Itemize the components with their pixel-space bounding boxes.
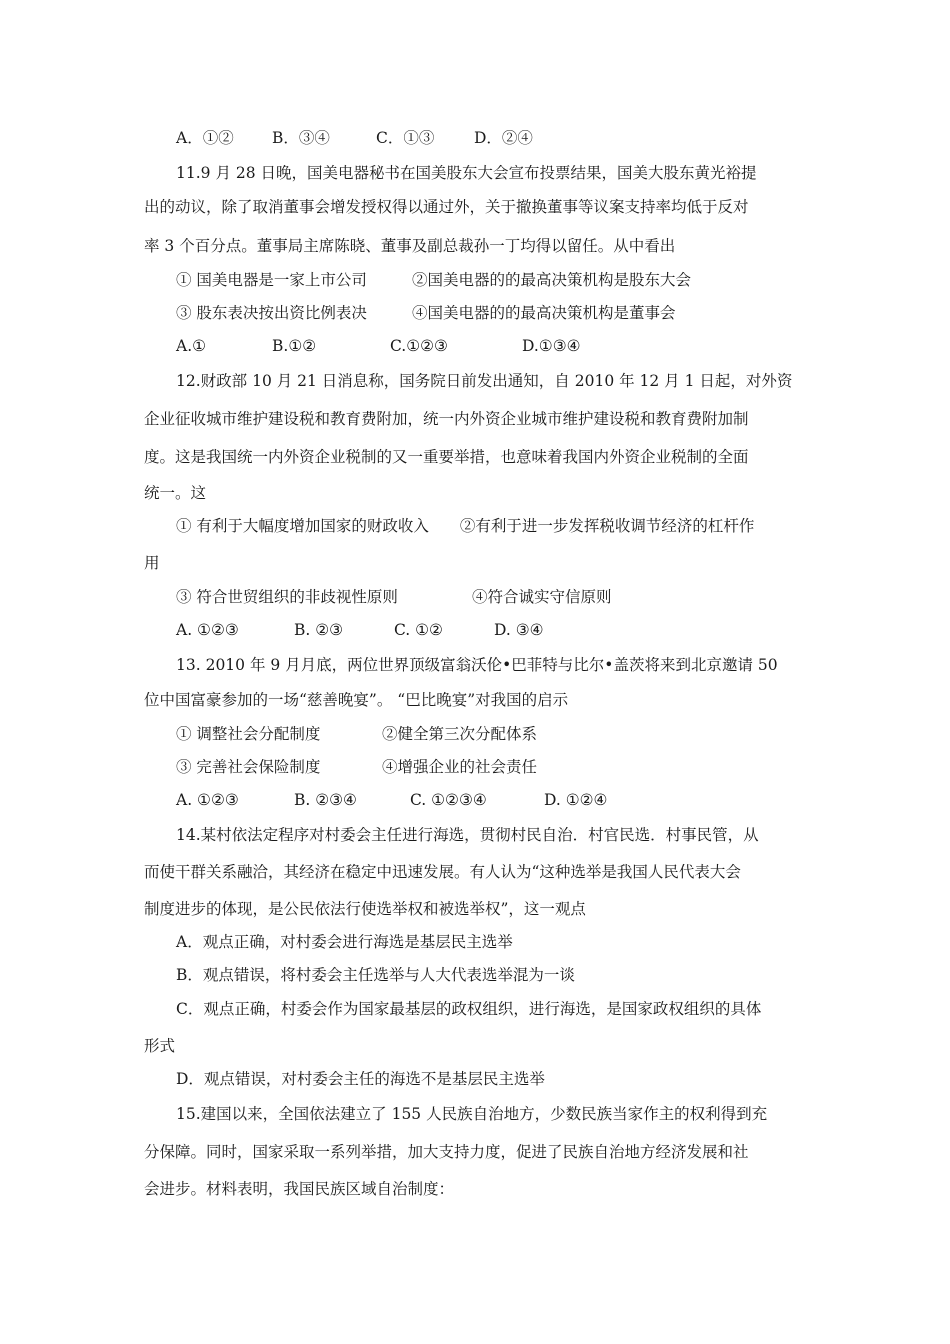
q11-stem-line-3: 率 3 个百分点。董事局主席陈晓、董事及副总裁孙一丁均得以留任。从中看出 [144,237,676,255]
q14-option-d: D．观点错误，对村委会主任的海选不是基层民主选举 [176,1070,545,1088]
q13-stem-line-1: 13. 2010 年 9 月月底，两位世界顶级富翁沃伦•巴菲特与比尔•盖茨将来到北京邀请 50 [176,656,778,674]
q11-item-1: ① 国美电器是一家上市公司 [176,271,367,289]
q11-options [176,336,581,356]
q14-option-c-cont: 形式 [144,1037,176,1055]
q12-stem-line-2: 企业征收城市维护建设税和教育费附加，统一内外资企业城市维护建设税和教育费附加制 [144,410,749,428]
q11-items-row-1 [176,270,691,290]
q11-items-row-2 [176,303,676,323]
q11-stem-line-1: 11.9 月 28 日晚，国美电器秘书在国美股东大会宣布投票结果，国美大股东黄光裕提 [176,164,757,182]
q13-options [176,790,607,810]
q12-option-d: D. ③④ [494,621,544,639]
q11-option-c: C.①②③ [390,337,448,355]
q15-stem-line-3: 会进步。材料表明，我国民族区域自治制度： [144,1180,455,1198]
q11-option-d: D.①③④ [522,337,581,355]
q13-option-d: D. ①②④ [544,791,608,809]
q12-option-c: C. ①② [394,621,443,639]
q13-item-1: ① 调整社会分配制度 [176,725,321,743]
q14-option-c: C．观点正确，村委会作为国家最基层的政权组织，进行海选，是国家政权组织的具体 [176,1000,762,1018]
q11-stem-line-2: 出的动议，除了取消董事会增发授权得以通过外，关于撤换董事等议案支持率均低于反对 [144,198,749,216]
q14-stem-line-1: 14.某村依法定程序对村委会主任进行海选，贯彻村民自治．村官民选．村事民管，从 [176,826,759,844]
q13-option-b: B. ②③④ [294,791,357,809]
q10-option-a: A．①② [176,129,234,147]
q10-option-d: D．②④ [474,129,533,147]
q10-option-b: B．③④ [272,129,330,147]
q12-options [176,620,544,640]
q12-item-1-cont: 用 [144,554,160,572]
q12-stem-line-1: 12.财政部 10 月 21 日消息称，国务院日前发出通知，自 2010 年 12 月 1 日起，对外资 [176,372,793,390]
q11-item-2: ②国美电器的的最高决策机构是股东大会 [412,271,692,289]
q12-option-b: B. ②③ [294,621,344,639]
q12-stem-line-4: 统一。这 [144,484,207,502]
q12-item-4: ④符合诚实守信原则 [472,588,612,606]
q14-option-a: A．观点正确，对村委会进行海选是基层民主选举 [176,933,513,951]
q11-item-3: ③ 股东表决按出资比例表决 [176,304,367,322]
q13-item-4: ④增强企业的社会责任 [382,758,538,776]
q13-items-row-1 [176,724,537,744]
q12-stem-line-3: 度。这是我国统一内外资企业税制的又一重要举措，也意味着我国内外资企业税制的全面 [144,448,749,466]
q13-option-c: C. ①②③④ [410,791,487,809]
q11-option-a: A.① [176,337,207,355]
q12-items-row-2 [176,587,612,607]
q13-item-3: ③ 完善社会保险制度 [176,758,321,776]
q13-item-2: ②健全第三次分配体系 [382,725,538,743]
q13-stem-line-2: 位中国富豪参加的一场“慈善晚宴”。 “巴比晚宴”对我国的启示 [144,691,569,709]
q14-stem-line-2: 而使干群关系融洽，其经济在稳定中迅速发展。有人认为“这种选举是我国人民代表大会 [144,863,741,881]
q10-option-c: C．①③ [376,129,435,147]
q10-options [176,128,533,148]
q12-option-a: A. ①②③ [176,621,239,639]
q14-option-b: B．观点错误，将村委会主任选举与人大代表选举混为一谈 [176,966,575,984]
q13-option-a: A. ①②③ [176,791,239,809]
q15-stem-line-1: 15.建国以来，全国依法建立了 155 人民族自治地方，少数民族当家作主的权利得到充 [176,1105,768,1123]
q13-items-row-2 [176,757,537,777]
q12-item-3: ③ 符合世贸组织的非歧视性原则 [176,588,398,606]
q11-option-b: B.①② [272,337,317,355]
q12-item-1: ① 有利于大幅度增加国家的财政收入 ②有利于进一步发挥税收调节经济的杠杆作 [176,517,755,535]
q14-stem-line-3: 制度进步的体现，是公民依法行使选举权和被选举权”，这一观点 [144,900,586,918]
q11-item-4: ④国美电器的的最高决策机构是董事会 [412,304,676,322]
q15-stem-line-2: 分保障。同时，国家采取一系列举措，加大支持力度，促进了民族自治地方经济发展和社 [144,1143,749,1161]
